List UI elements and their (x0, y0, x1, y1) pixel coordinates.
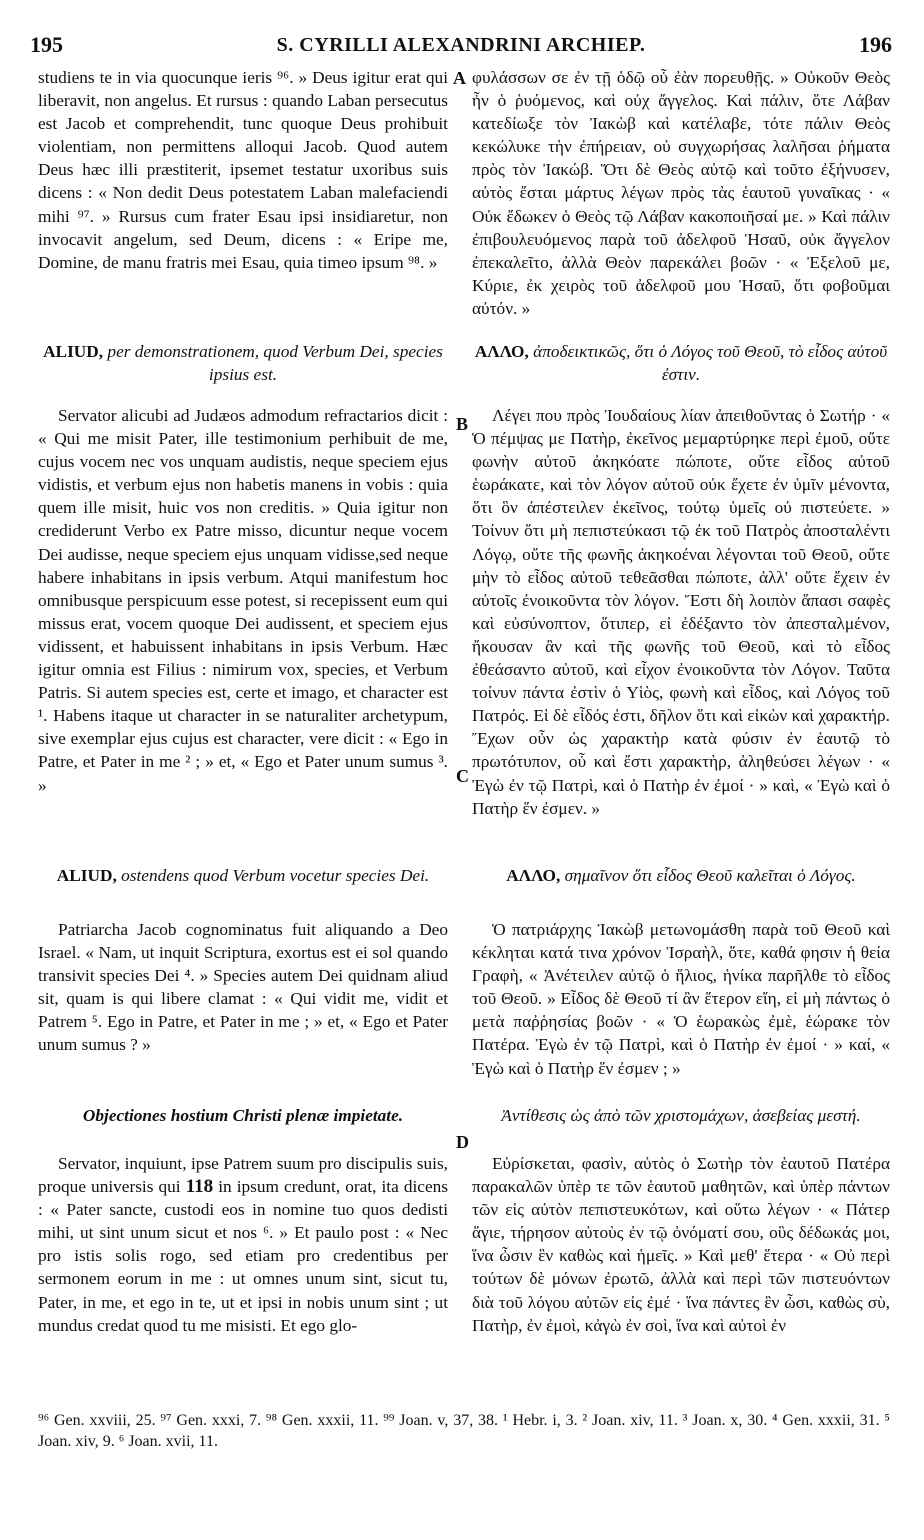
margin-letter-a: A (453, 68, 466, 88)
latin-heading-2-text: ostendens quod Verbum vocetur species Dei. (121, 866, 430, 885)
running-title: S. CYRILLI ALEXANDRINI ARCHIEP. (276, 34, 646, 56)
margin-letter-c: C (456, 766, 469, 786)
greek-paragraph-2-part-1: Λέγει που πρὸς Ἰουδαίους λίαν ἀπειθοῦντας ὁ Σωτήρ · « Ὁ πέμψας με Πατὴρ, ἐκεῖνος μεμαρτύρηκε περὶ ἐμοῦ, οὔτε φωνὴν αὐτοῦ ἀκηκόατε πώποτε, οὔτε εἶδος αὐτοῦ ἑωράκατε, καὶ τὸν λόγον αὐτοῦ οὐκ ἔχετε ἐν ὑμῖν μένοντα, ὅτι ὃν ἀπέστειλεν ἐκεῖνος, τούτῳ ὑμεῖς οὐ πιστεύετε. » Τοίνυν ὅτι μὴ πεπιστεύκασι τῷ ἐκ τοῦ Πατρὸς ἀποσταλέντι Λόγῳ, οὔτε τῆς φωνῆς ἀκηκοέναι λέγονται τοῦ Θεοῦ, οὔτε μὴν τὸ εἶδος αὐτοῦ τεθεᾶσθαι πώποτε, ἀλλ' οὔτε ἔχειν ἐν αὐτοῖς ἐνοικοῦντα τὸν λόγον. Ἔστι δὴ λοιπὸν ἅπασι σαφὲς καὶ εὐσύνοπτον, ὅτιπερ, εἰ ἐδέξαντο τὸν ἀπεσταλμένον, ἤκουσαν ἂν καὶ τῆς φωνῆς τοῦ Θεοῦ, καὶ τὸ εἶδος ἐθεάσαντο αὐτοῦ, καὶ εἶχον ἐνοικοῦντα τὸν Λόγον. Ταῦτα τοίνυν πάντα ἐστὶν ὁ Υἱὸς, φωνὴ καὶ εἶδος, καὶ Λόγος τοῦ Πατρός. Εἰ δὲ εἶδός ἐστι, δῆλον ὅτι (472, 406, 890, 726)
greek-paragraph-2 (472, 404, 890, 864)
greek-heading-1-lead: ΑΛΛΟ, (474, 342, 529, 361)
greek-paragraph-2-part-2: καὶ εἰκὼν καὶ χαρακτήρ. Ἔχων οὖν ὡς χαρακτὴρ κατὰ φύσιν ἐν ἑαυτῷ τὸ πρωτότυπον, οὗ καὶ ἔστι χαρακτὴρ, ἀληθεύσει λέγων · « Ἐγὼ ἐν τῷ Πατρὶ, καὶ ὁ Πατὴρ ἐν ἐμοί · » καὶ, « Ἐγὼ καὶ ὁ Πατὴρ ἕν ἐσμεν. » (472, 706, 890, 818)
latin-heading-1-lead: ALIUD, (43, 342, 104, 361)
greek-heading-allo-2 (472, 864, 890, 914)
latin-heading-1-text: per demonstrationem, quod Verbum Dei, species ipsius est. (107, 342, 443, 385)
column-number-marker: 118 (185, 1176, 214, 1198)
greek-paragraph-3: Ὁ πατριάρχης Ἰακὼβ μετωνομάσθη παρὰ τοῦ Θεοῦ καὶ κέκληται κατά τινα χρόνον Ἰσραὴλ, ὅτε, καθά φησιν ἡ θεία Γραφὴ, « Ἀνέτειλεν αὐτῷ ὁ ἥλιος, ἡνίκα παρῆλθε τὸ εἶδος τοῦ Θεοῦ. » Εἶδος δὲ Θεοῦ τί ἂν ἕτερον εἴη, εἰ μὴ πάντως ὁ μετὰ παῤῥησίας βοῶν · « Ὁ ἑωρακὼς ἐμὲ, ἑώρακε τὸν Πατέρα. Ἐγὼ ἐν τῷ Πατρὶ, καὶ ὁ Πατὴρ ἐν ἐμοί · » καί, « Ἐγὼ καὶ ὁ Πατὴρ ἕν ἐσμεν ; » (472, 920, 890, 1078)
latin-paragraph-4-part-2: in ipsum credunt, orat, ita dicens : « Pater sancte, custodi eos in nomine tuo quos dedisti mihi, ut sint unum sicut et nos ⁶. » Et paulo post : « Nec pro istis solis rogo, sed etiam pro credentibus per sermonem eorum in me : ut omnes unum sint, sicut tu, Pater, in me, et ego in te, ut et ipsi in nobis unum sint ; ut mundus credat quod tu me misisti. Et ego glo- (38, 1177, 448, 1335)
greek-column (472, 66, 890, 1337)
latin-heading-2-lead: ALIUD, (56, 866, 117, 885)
greek-heading-2-lead: ΑΛΛΟ, (506, 866, 561, 885)
latin-paragraph-3: Patriarcha Jacob cognominatus fuit aliquando a Deo Israel. « Nam, ut inquit Scriptura, exortus est ei sol quando transivit species Dei ⁴. » Species autem Dei quidnam aliud sit, quam is qui libere clamat : « Qui vidit me, vidit et Patrem ⁵. Ego in Patre, et Pater in me ; » et, « Ego et Pater unum sumus ? » (38, 920, 448, 1055)
page-number-right: 196 (859, 32, 892, 57)
margin-letter-b: B (456, 414, 469, 434)
latin-heading-aliud-2 (38, 864, 448, 914)
greek-heading-2-text: σημαῖνον ὅτι εἶδος Θεοῦ καλεῖται ὁ Λόγος. (564, 866, 856, 885)
greek-heading-allo-1 (472, 340, 890, 398)
page-header (30, 32, 892, 64)
latin-heading-objectiones (38, 1104, 448, 1144)
greek-heading-antithesis (472, 1104, 890, 1144)
latin-column (38, 66, 448, 1337)
footnotes: ⁹⁶ Gen. xxviii, 25. ⁹⁷ Gen. xxxi, 7. ⁹⁸ Gen. xxxii, 11. ⁹⁹ Joan. v, 37, 38. ¹ Hebr. i, 3. ² Joan. xiv, 11. ³ Joan. x, 30. ⁴ Gen. xxxii, 31. ⁵ Joan. xiv, 9. ⁶ Joan. xvii, 11. (38, 1412, 890, 1450)
greek-heading-1-text: ἀποδεικτικῶς, ὅτι ὁ Λόγος τοῦ Θεοῦ, τὸ εἶδος αὐτοῦ ἐστιν. (533, 342, 888, 385)
latin-paragraph-2 (38, 404, 448, 864)
greek-heading-3-text: Ἀντίθεσις ὡς ἀπὸ τῶν χριστομάχων, ἀσεβείας μεστή. (501, 1106, 861, 1125)
latin-heading-3-text: Objectiones hostium Christi plenæ impietate. (82, 1106, 404, 1125)
page-number-left: 195 (30, 32, 63, 57)
latin-paragraph-2-part-2: Habens itaque ut character in se naturaliter archetypum, sive exemplar ejus cujus est character, vere dicit : « Ego in Patre, et Pater in me ² ; » et, « Ego et Pater unum sumus ³. » (38, 706, 448, 795)
latin-heading-aliud-1 (38, 340, 448, 398)
greek-paragraph-1: φυλάσσων σε ἐν τῇ ὁδῷ οὗ ἐὰν πορευθῇς. » Οὐκοῦν Θεὸς ἦν ὁ ῥυόμενος, καὶ οὐχ ἄγγελος. Καὶ πάλιν, ὅτε Λάβαν κατεδίωξε τὸν Ἰακὼβ καὶ κατέλαβε, τότε πάλιν Θεὸς κεκώλυκε τὴν ἐπήρειαν, οὐ συγχωρήσας λαλῆσαι ῥήματα πρὸς τὸν Ἰακώβ. Ὅτι δὲ Θεὸς αὐτῷ καὶ τοῦτο ἐξήνυσεν, αὐτὸς ἔσται μάρτυς λέγων πρὸς τὰς ἑαυτοῦ γυναῖκας · « Οὐκ ἔδωκεν ὁ Θεὸς τῷ Λάβαν κακοποιῆσαί με. » Καὶ πάλιν ἐπιβουλευόμενος παρὰ τοῦ ἀδελφοῦ Ἡσαῦ, οὐκ ἄγγελον ἐπεκαλεῖτο, ἀλλὰ Θεὸν παρεκάλει βοῶν · « Ἐξελοῦ με, Κύριε, ἐκ χειρὸς τοῦ ἀδελφοῦ μου Ἡσαῦ, ὅτι φοβοῦμαι αὐτόν. » (472, 68, 890, 318)
latin-paragraph-2-part-1: Servator alicubi ad Judæos admodum refractarios dicit : « Qui me misit Pater, ille testimonium perhibuit de me, cujus vocem nec vos unquam audistis, neque speciem ejus vidistis, et verbum ejus non habetis manens in vobis : quia quem ille misit, huic vos non creditis. » Quia igitur non crediderunt Verbo ex Patre misso, dicuntur neque vocem Dei audisse, neque speciem ejus unquam vidisse,sed neque habere inhabitans in ipsis verbum. Atqui manifestum hoc omnibusque perspicuum esse potest, si recepissent eum qui missus erat, vocem quoque Dei audissent, et speciem ejus vidissent, et habuissent inhabitans in ipsis Verbum. Hæc igitur omnia est Filius : nimirum vox, species, et Verbum Patris. Si autem species est, certe et imago, et character est ¹. (38, 406, 448, 726)
greek-paragraph-4: Εὑρίσκεται, φασὶν, αὐτὸς ὁ Σωτὴρ τὸν ἑαυτοῦ Πατέρα παρακαλῶν ὑπὲρ τε τῶν ἑαυτοῦ μαθητῶν, καὶ ὑπὲρ πάντων τῶν εἰς αὐτὸν πεπιστευκότων, καὶ οὕτω λέγων · « Πάτερ ἅγιε, τήρησον αὐτοὺς ἐν τῷ ὀνόματί σου, οὓς δέδωκάς μοι, ἵνα ὦσιν ἓν καθὼς καὶ ἡμεῖς. » Καὶ μεθ' ἕτερα · « Οὐ περὶ τούτων δὲ μόνων ἐρωτῶ, ἀλλὰ καὶ περὶ τῶν πιστευόντων διὰ τοῦ λόγου αὐτῶν εἰς ἐμέ · ἵνα πάντες ἓν ὦσι, καθὼς σὺ, Πατὴρ, ἐν ἐμοὶ, κἀγὼ ἐν σοὶ, ἵνα καὶ αὐτοὶ ἐν (472, 1154, 890, 1335)
latin-paragraph-4-part-1: Servator, inquiunt, ipse Patrem suum pro discipulis suis, proque universis qui (38, 1154, 448, 1197)
margin-letter-d: D (456, 1132, 469, 1152)
latin-paragraph-4 (38, 1152, 448, 1337)
latin-paragraph-1: studiens te in via quocunque ieris ⁹⁶. » Deus igitur erat qui liberavit, non angelus. Et rursus : quando Laban persecutus est Jacob et comprehendit, tunc quoque Deus prohibuit violentiam, non permittens alloqui Jacob. Quod autem Deus hæc illi præstiterit, ipsemet testatur uxoribus suis dicens : « Non dedit Deus potestatem Laban malefaciendi mihi ⁹⁷. » Rursus cum frater Esau ipsi insidiaretur, non invocavit angelum, sed Deum, dicens : « Eripe me, Domine, de manu fratris mei Esau, quia timeo ipsum ⁹⁸. » (38, 68, 448, 272)
